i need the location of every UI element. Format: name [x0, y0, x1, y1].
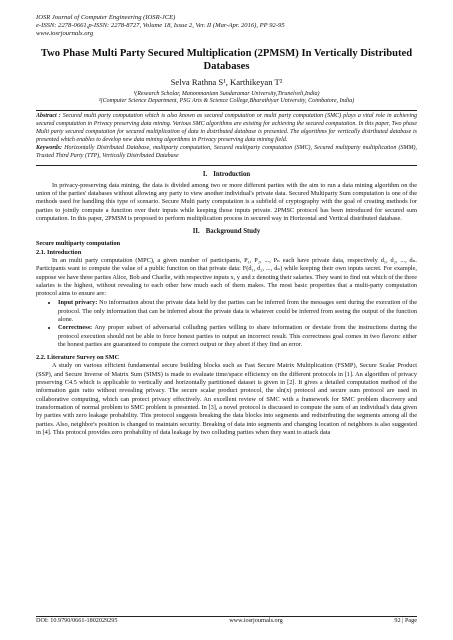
paper-title: Two Phase Multi Party Secured Multiplication (2PMSM) In Vertically Distributed Databases	[40, 47, 413, 72]
section-heading-introduction	[36, 171, 417, 180]
keywords-text: Horizontally Distributed Database, multiparty computation, Secured multiparty computation (SMC), Secured multiparty multiplication (SMM), Trusted Third Party (TTP), Vertically Distributed Database	[36, 145, 418, 160]
journal-website: www.iosrjournals.org	[36, 30, 94, 38]
abstract	[36, 113, 417, 144]
properties-list	[36, 299, 417, 349]
page-footer	[36, 617, 417, 625]
section-title: Background Study	[205, 228, 261, 236]
abstract-bottom-rule	[36, 165, 417, 166]
affiliation-2: ²(Computer Science Department, PSG Arts & Science College,Bharathiyar University, Coimbatore, India)	[98, 98, 355, 105]
footer-page-number: 92 | Page	[394, 617, 417, 624]
abstract-top-rule	[36, 110, 417, 111]
keywords	[36, 145, 417, 161]
footer-website: www.iosrjournals.org	[229, 617, 283, 624]
bullet-text: No information about the private data held by the parties can be inferred from the messages sent during the execution of the protocol. The only information that can be inferred about the private data is whatever could be inferred from seeing the output of the function alone.	[58, 299, 418, 323]
section-title: Introduction	[213, 170, 251, 178]
subsection-heading: 2.1. Introduction	[36, 248, 82, 256]
section-number: II.	[192, 228, 200, 236]
journal-name: IOSR Journal of Computer Engineering (IOSR-JCE)	[36, 14, 176, 21]
journal-issn-volume: e-ISSN: 2278-0661,p-ISSN: 2278-8727, Volume 18, Issue 2, Ver. II (Mar-Apr. 2016), PP 92-95	[36, 22, 285, 30]
bullet-text: Any proper subset of adversarial colluding parties willing to share information or deviate from the instructions during the protocol execution should not be able to force honest parties to output an incorrect result. This correctness goal comes in two flavors: either the honest parties are guaranteed to compute the correct output or they abort if they find an error.	[58, 324, 417, 348]
keywords-label: Keywords:	[36, 145, 62, 152]
mpc-paragraph: In an multi party computation (MPC), a given number of participants, P₁, P₂, ..., Pₙ each have private data, respectively d₁, d₂, ..., dₙ. Participants want to compute the value of a public function on that private data: F(d₁, d₂, ..., dₙ) while keeping their own inputs secret. For example, suppose we have three parties Alice, Bob and Charlie, with respective inputs x, y and z denoting their salaries. They want to find out which of the three salaries is the highest, without revealing to each other how much each of them makes. The most basic properties that a multi-party computation protocol aims to ensure are:	[36, 256, 417, 298]
abstract-text: Secured multi party computation which is also known as secured computation or multi party computation (SMC) plays a vital role in achieving secured computation in Privacy preserving data mining. Various SMC algorithms are existing for achieving the secured computation. In this paper, Two phase Multi party secured computation for secured multiplication of data in distributed database is presented. The algorithms for vertically distributed database is presented which enables to develop new data mining algorithms in Privacy preserving data mining field.	[36, 113, 417, 143]
introduction-paragraph: In privacy-preserving data mining, the data is divided among two or more different parties with the aim to run a data mining algorithm on the union of the parties' databases without allowing any party to view another individual's private data. Secured Multiparty Sum computation is one of the methods used for handling this type of scenario. Secure Multi party computation is a subfield of cryptography with the goal of creating methods for parties to jointly compute a function over their inputs while keeping those inputs private. 2PMSC protocol has been introduced for secured sum computation. In this paper, 2PMSM is proposed to perform multiplication process in secured way in Horizontal and Vertical distributed database.	[36, 181, 417, 223]
abstract-label: Abstract :	[36, 113, 61, 120]
section-number: I.	[202, 170, 208, 178]
bullet-label: Correctness:	[58, 324, 93, 332]
subsection-heading: Secure multiparty computation	[36, 240, 121, 248]
literature-paragraph: A study on various efficient fundamental secure building blocks such as Fast Secure Matrix Multiplication (FSMP), Secure Scalar Product (SSP), and Secure Inverse of Matrix Sum (SIMS) is made to evaluate time/space efficiency on the different protocols in [1]. An algorithm of privacy preserving C4.5 which is applicable to vertically and horizontally partitioned dataset is given in [2]. It gives a detailed computation method of the information gain ratio without revealing privacy. The secure scalar product protocol, the sln(x) protocol and secure sum protocol are used in collaborative computing, which can protect privacy effectively. An excellent review of SMC with a framework for SMC problem discovery and transformation of normal problem to SMC problem is presented. In [3], a novel protocol is discussed to compute the sum of an individual's data given by parties with zero leakage probability. This protocol suggests breaking the data blocks into segments and redistributing the segments among all the parties. Also, neighbor's position is changed to maintain security. Breaking of data into segments and changing location of neighbors is also suggested in [4]. This protocol provides zero probability of data leakage by two colluding parties when they want to attack data	[36, 362, 417, 436]
paper-authors: Selva Rathna S¹, Karthikeyan T²	[170, 77, 283, 88]
footer-doi: DOI: 10.9790/0661-1802029295	[36, 617, 118, 624]
bullet-label: Input privacy:	[58, 299, 98, 307]
subsection-heading: 2.2. Literature Survey on SMC	[36, 354, 120, 362]
list-item	[58, 324, 417, 349]
section-heading-background	[36, 228, 417, 237]
list-item	[58, 299, 417, 324]
affiliation-1: ¹(Research Scholar, Manonmaniam Sundaramar University,Tirunelveli,India)	[133, 90, 320, 97]
